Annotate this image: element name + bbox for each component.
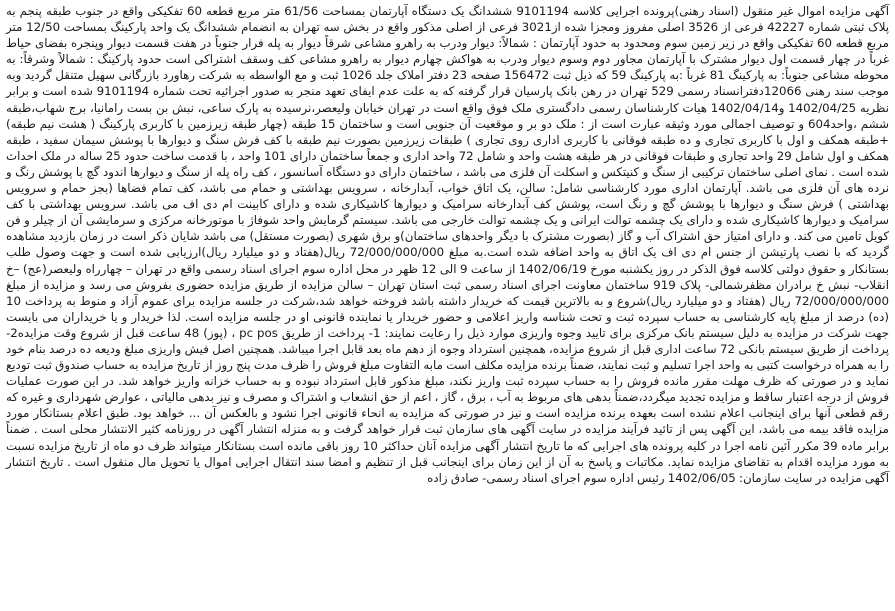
auction-notice-text: آگهی مزایده اموال غیر منقول (اسناد رهنی)پرونده اجرایی کلاسه 9101194 ششدانگ یک دستگاه آپارتمان بمساحت 61/56 متر مربع قطعه 60 تفکیکی واقع در جنوب طبقه پنجم به پلاک ثبتی شماره 42227 فرعی از 3526 اصلی مفروز ومجزا شده از3021 فرعی از اصلی مذکور واقع در بخش سه تهران به انضمام ششدانگ یک واحد پارکینگ بمساحت 12/50 متر مربع قطعه 60 تفکیکی واقع در زیر زمین سوم ومحدود به حدود آپارتمان : شمالاً: دیوار ودرب به راهرو مشاعی شرقاً دیوار به پله فرار جنوباً در هفت قسمت دیوار وپنجره بفضای حیاط غرباً در چهار قسمت اول دیوار مشترک با آپارتمان مجاور دوم وسوم دیوار ودرب به هواکش چهارم دیوار به راهرو مشاعی کف وسقف اشتراکی است حدود پارکینگ : شمالاً وشرقاً: به محوطه مشاعی جنوباً: به پارکینگ 81 غرباً :به پارکینگ 59 که ذیل ثبت 156472 صفحه 23 دفتر املاک جلد 1026 ثبت و مع الواسطه به شرکت رهاورد بازرگانی سهیل متنقل گردید وبه موجب سند رهنی 12066دفترانسناد رسمی 529 تهران در رهن بانک پارسیان قرار گرفته که به علت عدم ایفای تعهد منجر به صدور اجرائیه تحت شماره 9101194 شده است و برابر نظریه 1402/04/25 و1402/04/14 هیات کارشناسان رسمی دادگستری ملک فوق واقع است در تهران خیابان ولیعصر،نرسیده به پارک ساعی، نبش بن بست رامانیا، برج شهاب،طبقه ششم ،واحد604 و توصیف اجمالی مورد وثیقه عبارت است از : ملک دو بر و موقعیت آن جنوبی است و ساختمان 15 طبقه (چهار طبقه زیرزمین با کاربری پارکینگ ( هشت نیم طبقه) +طبقه همکف و اول با کاربری تجاری و ده طبقه فوقانی با کاربری اداری روی تجاری ) طبقات زیرزمین بصورت نیم طبقه با کف فرش سنگ و دیوارها با پوشش سیمان سفید ، طبقه همکف و اول شامل 29 واحد تجاری و طبقات فوقانی در هر طبقه هشت واحد و شامل 72 واحد اداری و جمعاً ساختمان دارای 101 واحد ، با قدمت ساخت حدود 25 ساله در ملک احداث شده است . نمای اصلی ساختمان ترکیبی از سنگ و کنیتکس و اسکلت آن فلزی می باشد ، ساختمان دارای دو دستگاه آسانسور ، کف راه پله از سنگ و دیوارها اندود گچ با پوشش رنگ و نرده های آن فلزی می باشد. آپارتمان اداری مورد کارشناسی شامل: سالن، یک اتاق خواب، آبدارخانه ، سرویس بهداشتی و حمام می باشد، کف تمام فضاها (بجز حمام و سرویس بهداشتی ) فرش سنگ و دیوارها با پوشش گچ و رنگ است، پوشش کف آبدارخانه سرامیک و دیوارها کاشیکاری شده و دارای کابینت ام دی اف می باشد. سرویس بهداشتی با کف سرامیک و دیوارها کاشیکاری شده و دارای یک چشمه توالت ایرانی و یک چشمه توالت خارجی می باشد. سیستم گرمایش واحد شوفاژ با موتورخانه مرکزی و سرمایشی آن از چیلر و فن کویل تامین می کند. و دارای امتیاز حق اشتراک آب و گاز (بصورت مشترک با دیگر واحدهای ساختمان)و برق شهری (بصورت مستقل) می باشد شایان ذکر است در زمان بازدید مشاهده گردید که با نصب پارتیشن از جنس ام دی اف یک اتاق به واحد اضافه شده است.به مبلغ 72/000/000/000 ریال(هفتاد و دو میلیارد ریال)ارزیابی شده است و جهت وصول طلب بستانکار و حقوق دولتی کلاسه فوق الذکر در روز یکشنبه مورخ 1402/06/19 از ساعت 9 الی 12 ظهر در محل اداره سوم اجرای اسناد رسمی واقع در تهران – چهارراه ولیعصر(عج) –خ انقلاب- نبش خ برادران مظفرشمالی- پلاک 919 ساختمان معاونت اجرای اسناد رسمی ثبت استان تهران – سالن مزایده از طریق مزایده حضوری بفروش می رسد و مزایده از مبلغ 72/000/000/000 ریال (هفتاد و دو میلیارد ریال)شروع و به بالاترین قیمت که خریدار داشته باشد فروخته خواهد شد،شرکت در جلسه مزایده برای عموم آزاد و منوط به پرداخت 10 (ده) درصد از مبلغ پایه کارشناسی به حساب سپرده ثبت و تحت شناسه واریز اعلامی و حضور خریدار یا نماینده قانونی او در جلسه مزایده است. لذا خریدار و یا خریداران می بایست جهت شرکت در مزایده به دلیل سیستم بانک مرکزی برای تایید وجوه واریزی موارد ذیل را رعایت نمایند: 1- پرداخت از طریق pc pos ، (پوز) 48 ساعت قبل از شروع وقت مزایده2- پرداخت از طریق سیستم بانکی 72 ساعت اداری قبل از شروع مزایده، همچنین استرداد وجوه از دهم ماه بعد قابل اجرا میباشد. همچنین اصل فیش واریزی مبلغ ودیعه ده درصد بنام خود را به همراه درخواست کتبی به واحد اجرا تسلیم و ثبت نمایند، ضمناً برنده مزایده مکلف است مابه التفاوت مبلغ فروش را ظرف مدت پنج روز از تاریخ مزایده به حساب صندوق ثبت تودیع نماید و در صورتی که ظرف مهلت مقرر مانده فروش را به حساب سپرده ثبت واریز نکند، مبلغ مذکور قابل استرداد نبوده و به حساب خزانه واریز خواهد شد. در این صورت عملیات فروش از درجه اعتبار ساقط و مزایده تجدید میگردد،ضمناً بدهی های مربوط به آب ، برق ، گاز ، اعم از حق انشعاب و اشتراک و مصرف و نیز بدهی مالیاتی ، عوارض شهرداری و غیره که رقم قطعی آنها برای اینجانب اعلام نشده است بعهده برنده مزایده است و نیز در صورتی که مزایده به انحاء قانونی اجرا نشود و بالعکس آن ... خواهد بود. طبق اعلام بستانکار مورد مزایده فاقد بیمه می باشد، این آگهی پس از تائید فرآیند مزایده در سایت آگهی های سازمان ثبت قرار خواهد گرفت و به منزله انتشار آگهی در روزنامه کثیر الانتشار محلی است . ضمناً برابر ماده 39 مکرر آئین نامه اجرا در کلیه پرونده های اجرایی که ما تاریخ انتشار آگهی مزایده آنان حداکثر 10 روز باقی مانده است بستانکار میتواند ظرف دو ماه از تاریخ مزایده نسبت به مورد مزایده اقدام به تقاضای مزایده نماید. مکاتبات و پاسخ به آن از این زمان برای اینجانب قبل از تنظیم و امضا سند انتقال اجرایی اموال یا تحویل مال منقول است . تاریخ انتشار آگهی مزایده در سایت سازمان: 1402/06/05 رئیس اداره سوم اجرای اسناد رسمی- صادق زاده [6, 4, 890, 485]
